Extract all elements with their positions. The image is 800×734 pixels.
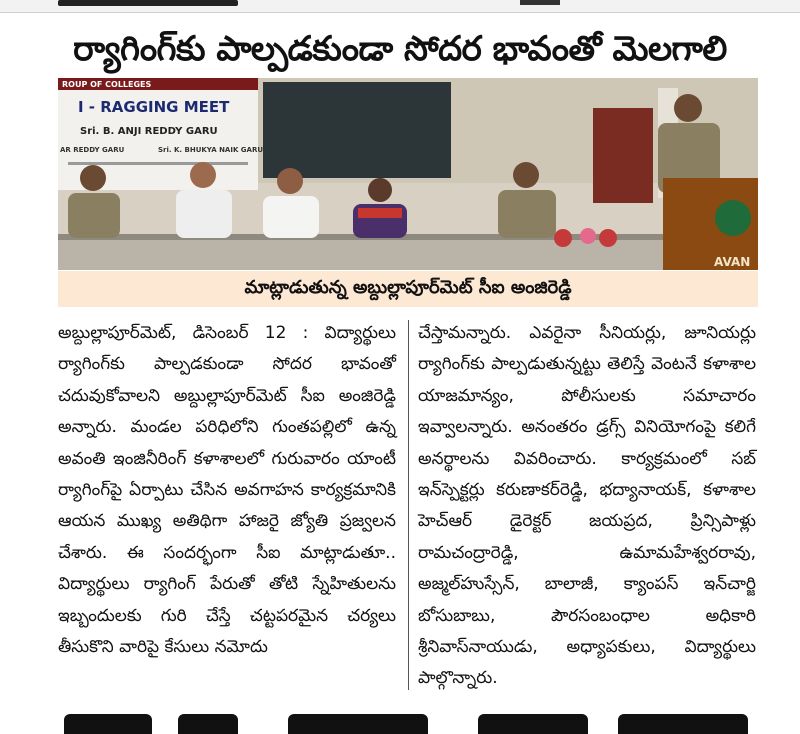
projector-screen (263, 82, 451, 178)
column-divider (408, 320, 409, 690)
banner-chief-guest-text: Sri. B. ANJI REDDY GARU (80, 126, 218, 137)
banner-title-text: I - RAGGING MEET (78, 98, 230, 116)
photo-caption: మాట్లాడుతున్న అబ్దుల్లాపూర్‌మెట్ సీఐ అంజిరెడ్డి (58, 271, 758, 307)
article-column-right: చేస్తామన్నారు. ఎవరైనా సీనియర్లు, జూనియర్లు ర్యాగింగ్‌కు పాల్పడుతున్నట్టు తెలిస్తే వెంటనే కళాశాల యాజమాన్యం, పోలీసులకు సమాచారం ఇవ్వాలన్నారు. అనంతరం డ్రగ్స్ వినియోగంపై కలిగే అనర్థాలను వివరించారు. కార్యక్రమంలో సబ్ ఇన్‌స్పెక్టర్లు కరుణాకర్‌రెడ్డి, భద్యానాయక్, కళాశాల హెచ్‌ఆర్ డైరెక్టర్ జయప్రద, ప్రిన్సిపాళ్లు రామచంద్రారెడ్డి, ఉమామహేశ్వరరావు, అజ్మల్‌హుస్సేన్, బాలాజీ, క్యాంపస్ ఇన్‌చార్జి బోసుబాబు, పౌరసంబంధాల అధికారి శ్రీనివాస్‌నాయుడు, అధ్యాపకులు, విద్యార్థులు పాల్గొన్నారు. (418, 323, 756, 689)
previous-article-fragment (0, 0, 800, 13)
podium-text: AVAN (714, 255, 751, 269)
banner-top-text: ROUP OF COLLEGES (62, 80, 152, 89)
next-headline-fragment (58, 708, 758, 734)
banner-left-name-text: AR REDDY GARU (60, 146, 125, 154)
banner-right-name-text: Sri. K. BHUKYA NAIK GARU (158, 146, 264, 154)
article-column-left: అబ్దుల్లాపూర్‌మెట్, డిసెంబర్ 12 : విద్యార్థులు ర్యాగింగ్‌కు పాల్పడకుండా సోదర భావంతో చదువుకోవాలని అబ్దుల్లాపూర్‌మెట్ సీఐ అంజిరెడ్డి అన్నారు. మండల పరిధిలోని గుంతపల్లిలో ఉన్న అవంతి ఇంజినీరింగ్ కళాశాలలో గురువారం యాంటీ ర్యాగింగ్‌పై ఏర్పాటు చేసిన అవగాహన కార్యక్రమానికి ఆయన ముఖ్య అతిథిగా హాజరై జ్యోతి ప్రజ్వలన చేశారు. ఈ సందర్భంగా సీఐ మాట్లాడుతూ.. విద్యార్థులు ర్యాగింగ్ పేరుతో తోటి స్నేహితులను ఇబ్బందులకు గురి చేస్తే చట్టపరమైన చర్యలు తీసుకొని వారిపై కేసులు నమోదు (58, 323, 396, 658)
article-photo (58, 78, 758, 270)
article-headline: ర్యాగింగ్‌కు పాల్పడకుండా సోదర భావంతో మెలగాలి (73, 29, 727, 69)
